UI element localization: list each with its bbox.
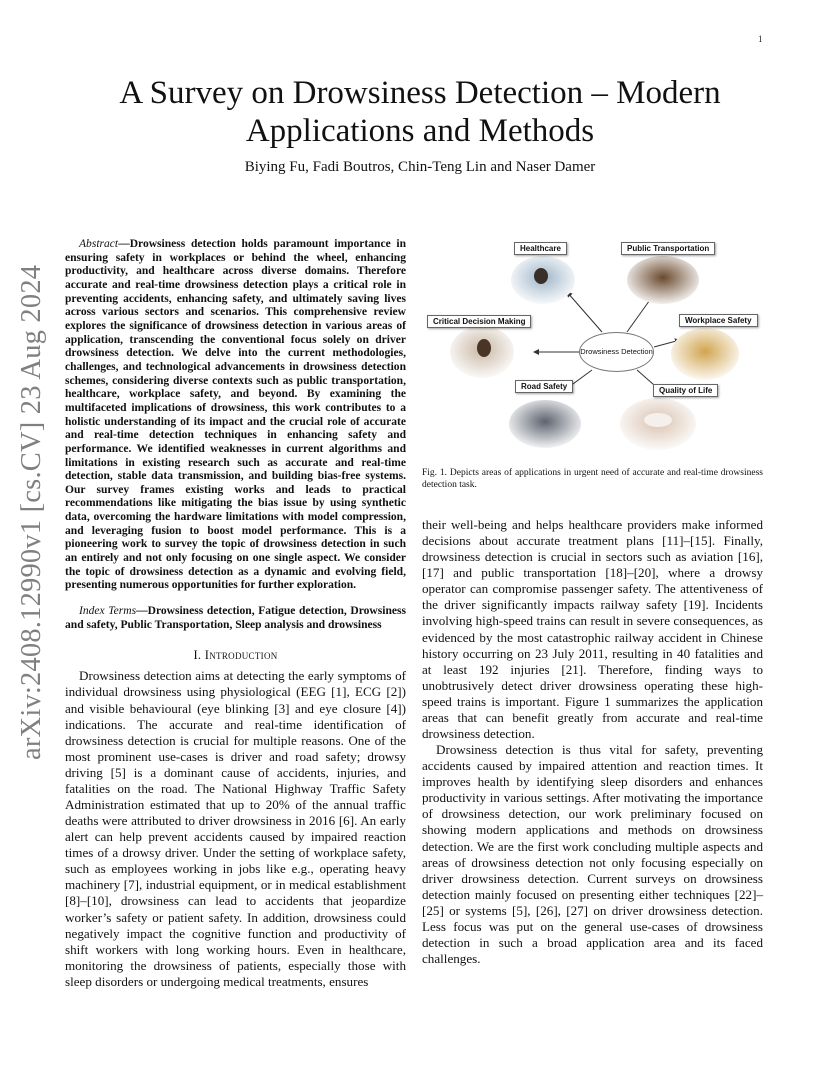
section-title: Introduction [204,648,278,663]
photo-healthcare-person [534,268,548,284]
page-number: 1 [758,34,763,44]
abstract-lead: Abstract [79,238,119,250]
figure-center-node: Drowsiness Detection [579,332,654,372]
abstract-text: —Drowsiness detection holds paramount importance in ensuring safety in workplaces or behind the wheel, enhancing productivity, and healthcare across diverse domains. Therefore accurate and real-time drowsiness detection plays a critical role in preventing accidents, enhancing safety, and ultimately saving lives across various sectors and scenarios. This comprehensive review explores the significance of drowsiness detection in various areas of application, transcending the conventional focus solely on driver drowsiness detection. We delve into the current methodologies, challenges, and technological advancements in drowsiness detection schemes, considering diverse contexts such as public transportation, healthcare, workplace safety, and beyond. By examining the multifaceted implications of drowsiness, this work contributes to a holistic understanding of its impact and the crucial role of accurate and real-time detection techniques in enhancing safety and performance. We identified weaknesses in current algorithms and limitations in existing research such as accurate and real-time detection, stable data transmission, and building bias-free systems. Our survey frames existing works and leads to practical recommendations like mitigating the bias issue by using synthetic data, overcoming the hardware limitations with model compression, and leveraging fusion to boost model performance. This is a pioneering work to survey the topic of drowsiness detection in such an entirely and not only focusing on one single aspect. We consider the topic of drowsiness detection as a dynamic and evolving field, presenting numerous opportunities for further exploration. [65,238,406,592]
photo-workplace-safety [671,328,739,380]
label-public-transportation: Public Transportation [621,242,715,255]
abstract [65,238,406,593]
photo-road-safety [509,400,581,448]
arxiv-id: arXiv:2408.12990v1 [cs.CV] 23 Aug 2024 [16,264,47,760]
right-column [422,517,763,967]
photo-public-transportation [627,256,699,304]
index-terms-text: —Drowsiness detection, Fatigue detection, Drowsiness and safety, Public Transportation, Sleep analysis and drowsiness [65,605,406,631]
intro-paragraph-1: Drowsiness detection aims at detecting the early symptoms of individual drowsiness using physiological (EEG [1], ECG [2]) and visible behavioural (eye blinking [3] and eye closure [4]) indications. The accurate and real-time identification of drowsiness detection is crucial for multiple reasons. One of the most prominent use-cases is driver and road safety; drowsy driving [5] is a dominant cause of accidents, injuries, and fatalities on the road. The National Highway Traffic Safety Administration estimated that up to 20% of the annual traffic deaths were attributed to driver drowsiness in 2016 [6]. An early alert can help prevent accidents caused by impaired reaction times of a drowsy driver. Under the setting of workplace safety, such as employees working in jobs like e.g., operating heavy machinery [7], industrial equipment, or in medical establishment [8]–[10], drowsiness can lead to accidents that jeopardize worker’s safety or patient safety. In addition, drowsiness could negatively impact the cognitive function and productivity of shift workers with long working hours. Even in healthcare, monitoring the drowsiness of patients, especially those with sleep disorders or undergoing medical treatments, ensures [65,668,406,989]
authors: Biying Fu, Fadi Boutros, Chin-Teng Lin and Naser Damer [244,159,596,175]
label-healthcare: Healthcare [514,242,567,255]
photo-critical-decision-person [477,339,491,357]
label-quality-of-life: Quality of Life [653,384,718,397]
figure-caption: Fig. 1. Depicts areas of applications in urgent need of accurate and real-time drowsiness detection task. [422,468,763,490]
index-terms [65,605,406,632]
label-critical-decision-making: Critical Decision Making [427,315,531,328]
section-heading [65,648,406,663]
index-terms-lead: Index Terms [79,605,137,618]
intro-paragraph-3: Drowsiness detection is thus vital for safety, preventing accidents caused by impaired attention and reaction times. It improves health by identifying sleep disorders and enhances productivity in various settings. After motivating the importance of drowsiness detection, our work preliminary focused on showing modern applications and methods on drowsiness detection. We are the first work concluding multiple aspects and areas of drowsiness detection not only focusing especially on driver drowsiness detection. Current surveys on drowsiness detection mainly focused on presenting either techniques [22]–[25] or systems [5], [26], [27] on driver drowsiness detection. Less focus was put on the general use-cases of drowsiness detection in such a broad application area and its faced challenges. [422,742,763,967]
arxiv-stamp [16,264,56,760]
intro-paragraph-2: their well-being and helps healthcare providers make informed decisions about accurate treatment plans [11]–[15]. Finally, drowsiness detection is crucial in sectors such as aviation [16], [17] and public transportation [18]–[20], where a drowsy operator can compromise passenger safety. The attentiveness of the driver significantly impacts railway safety [19]. Incidents involving high-speed trains can result in severe consequences, as evidenced by the most catastrophic railway accident in Chinese history occurring on 23 July 2011, resulting in 40 fatalities and at least 192 injuries [21]. Therefore, finding ways to unobtrusively detect driver drowsiness operating these high-speed trains is important. Figure 1 summarizes the application areas that can benefit greatly from accurate and real-time drowsiness detection. [422,517,763,742]
paper-title: A Survey on Drowsiness Detection – Modern Applications and Methods [119,75,721,149]
section-number: I. [193,648,202,663]
connector-healthcare [567,292,602,332]
figure-1 [422,232,763,462]
label-road-safety: Road Safety [515,380,573,393]
left-column [65,238,406,990]
photo-quality-of-life-pillow [644,413,672,427]
label-workplace-safety: Workplace Safety [679,314,758,327]
